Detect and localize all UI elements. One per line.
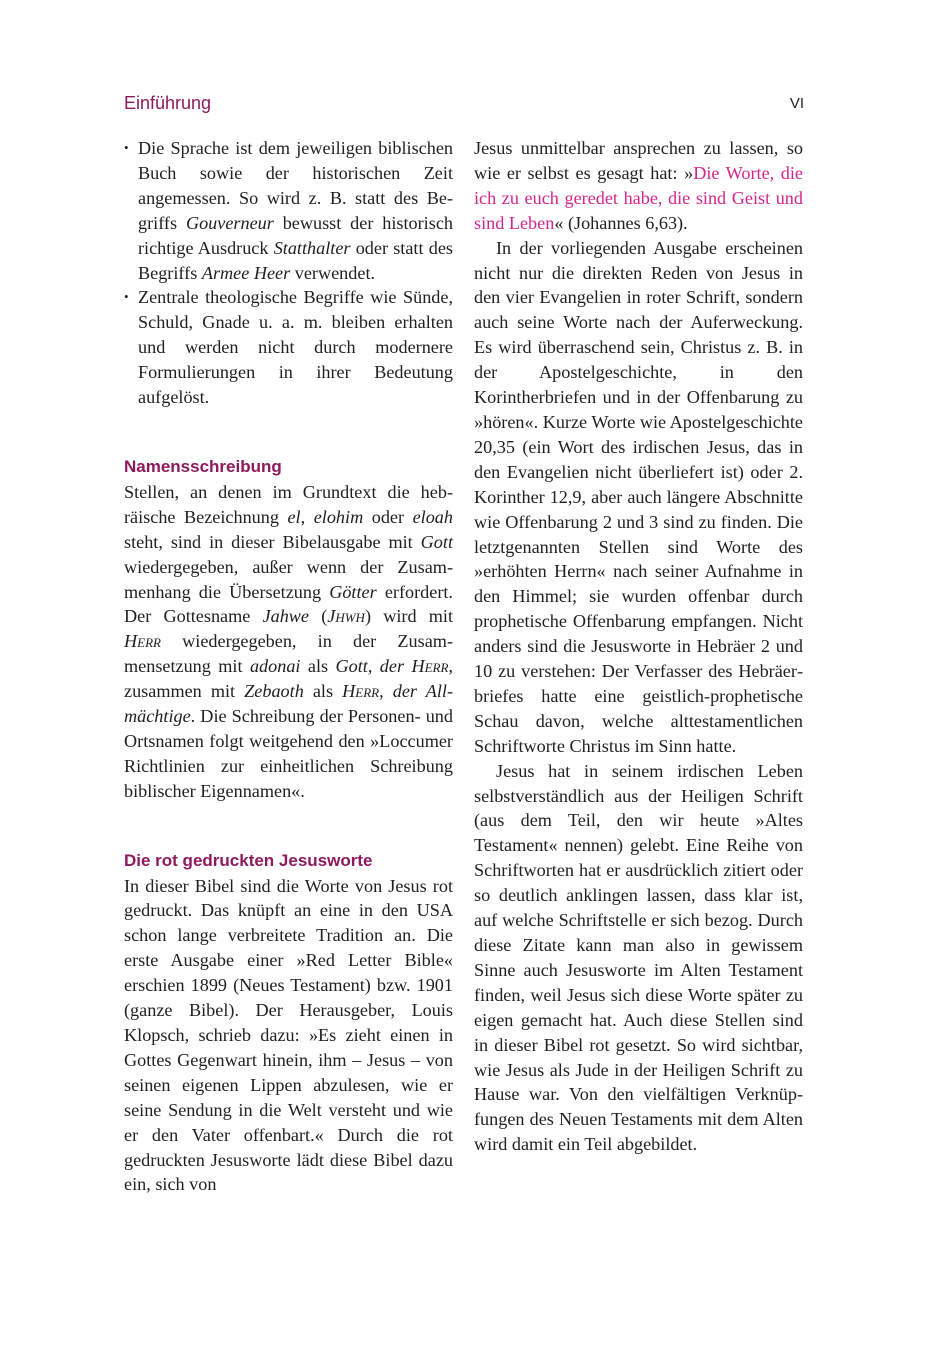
text-run: ) wird mit [364,606,453,627]
section-heading: Die rot gedruckten Jesusworte [124,850,373,870]
italic-term: el [287,506,301,527]
paragraph [124,480,453,804]
small-caps-term: Herr [411,656,449,677]
text-run: steht, sind in dieser Bibelausgabe mit [124,531,421,552]
italic-term: Gott, der [335,656,412,677]
paragraph: Jesus hat in seinem irdischen Leben selbstverständlich aus der Heiligen Schrift (aus dem Teil, den wir heute »Altes Testament« nennen) gelebt. Eine Reihe von Schriftworten hat er ausdrücklich zitiert oder so deutlich anklingen lassen, dass klar ist, auf welche Schriftstelle er sich bezog. Durch diese Zitate kann man also in gewissem Sinne auch Jesusworte im Alten Testament finden, weil Jesus sich diese Worte später zu eigen gemacht hat. Auch diese Stellen sind in dieser Bibel rot gesetzt. So wird sichtbar, wie Jesus als Jude in der Heiligen Schrift zu Hause war. Von den vielfältigen Verknüpfungen des Neuen Testaments mit dem Alten wird damit ein Teil abgebildet. [474,760,803,1155]
text-run: . Die Schreibung der Personen- und Ortsnamen folgt weitgehend den »Loccumer Richtlinien zur einheitlichen Schreibung biblischer Eigennamen«. [124,706,453,801]
text-run: als [303,681,343,702]
jesus-quote: Die Worte, die ich zu euch geredet habe, die sind Geist und sind Leben [474,162,803,233]
page-number: VI [789,95,804,112]
left-column [124,136,453,1197]
italic-term: adonai [249,656,301,677]
text-run: oder statt des Begriffs [138,237,453,283]
italic-term: Gott [420,531,453,552]
italic-term: , der Allmächtige [124,681,453,727]
italic-term: elohim [313,506,364,527]
paragraph: In dieser Bibel sind die Worte von Jesus rot gedruckt. Das knüpft an eine in den USA schon lange verbreitete Tradition an. Die erste Ausgabe einer »Red Letter Bible« erschien 1899 (Neues Testament) bzw. 1901 (ganze Bibel). Der Herausgeber, Louis Klopsch, schrieb dazu: »Es zieht einen in Gottes Gegenwart hinein, ihm – Jesus – von seinen eigenen Lippen abzulesen, wie er seine Sendung in die Welt versteht und wie er den Vater offenbart.« Durch die rot gedruckten Jesusworte lädt diese Bibel dazu ein, sich von [124,875,453,1195]
text-run: erfordert. Der Gottesname [124,581,453,627]
text-run: , zusammen mit [124,656,453,702]
section-name: Einführung [124,93,212,113]
italic-term: eloah [412,506,453,527]
small-caps-term: Jhwh [327,606,365,627]
text-run: als [300,656,336,677]
small-caps-term: Herr [124,631,161,652]
italic-term: Statthalter [273,237,351,258]
right-column [474,136,803,1157]
running-head [124,93,804,119]
text-run: wiedergegeben, außer wenn der Zusammenhang die Übersetzung [124,556,453,602]
text-run: « (Johannes 6,63). [554,212,688,233]
text-run: Zentrale theologische Begriffe wie Sünde, Schuld, Gnade u. a. m. bleiben erhalten und werden nicht durch modernere Formulierungen in ihrer Bedeutung aufgelöst. [138,287,453,408]
italic-term: Armee Heer [201,262,291,283]
bullet-list [124,136,453,410]
text-run: Die Sprache ist dem jeweiligen biblischen Buch sowie der historischen Zeit angemessen. So wird z. B. statt des Begriffs [138,138,453,233]
text-run: ( [309,606,328,627]
text-run: Jesus unmittelbar ansprechen zu lassen, so wie er selbst es gesagt hat: » [474,138,803,183]
list-item [124,136,453,285]
text-run: bewusst der historisch richtige Ausdruck [138,212,453,258]
paragraph [474,136,803,236]
italic-term: Zebaoth [244,681,304,702]
text-run: , [300,506,314,527]
section-heading: Namensschreibung [124,456,282,476]
italic-term: Jahwe [262,606,309,627]
list-item [124,285,453,410]
italic-term: Götter [329,581,377,602]
text-run: Stellen, an denen im Grundtext die hebräische Bezeichnung [124,481,453,527]
small-caps-term: Herr [342,681,380,702]
text-run: verwendet. [290,262,376,283]
text-run: wiedergegeben, in der Zusammensetzung mit [124,631,453,677]
italic-term: Gouverneur [185,212,274,233]
text-run: oder [363,506,413,527]
paragraph: In der vorliegenden Ausgabe erscheinen nicht nur die direkten Reden von Jesus in den vier Evangelien in roter Schrift, sondern auch seine Worte nach der Auferweckung. Es wird überraschend sein, Christus z. B. in der Apostelgeschichte, in den Korintherbriefen und in der Offenbarung zu »hören«. Kurze Worte wie Apostelgeschichte 20,35 (ein Wort des irdischen Jesus, das in den Evangelien nicht überliefert ist) oder 2. Korinther 12,9, aber auch längere Abschnitte wie Offenbarung 2 und 3 sind zu finden. Die letztgenannten Stellen sind Worte des »erhöhten Herrn« nach seiner Aufnahme in den Himmel; sie wurden offenbar durch prophetische Offenbarung empfangen. Nicht anders sind die Jesusworte in Hebräer 2 und 10 zu verstehen: Der Verfasser des Hebräerbriefes hatte eine geistlich-prophetische Schau davon, welche alttestamentlichen Schriftworte Christus im Sinn hatte. [474,237,804,756]
